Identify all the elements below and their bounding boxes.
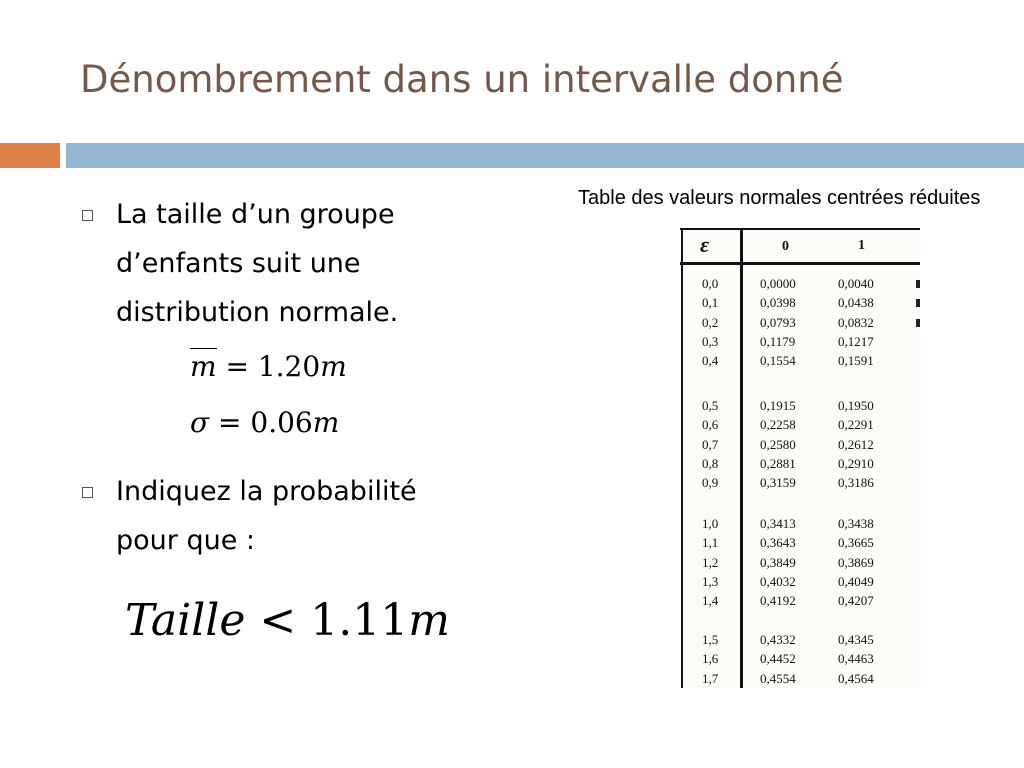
cell-col0: 0,0793: [760, 314, 796, 330]
accent-bar-orange: [0, 143, 60, 168]
table-row: [680, 437, 920, 457]
bullet-item-probability: [80, 467, 520, 565]
table-row: [680, 398, 920, 418]
cell-z: 0,1: [702, 295, 719, 311]
cell-z: 0,2: [702, 314, 719, 330]
cell-z: 1,1: [702, 535, 719, 551]
cell-col0: 0,1915: [760, 398, 796, 413]
cell-z: 1,2: [702, 554, 719, 570]
cell-col1: 0,1591: [838, 353, 874, 369]
cropped-column-edge: [916, 299, 920, 307]
cell-col1: 0,4463: [838, 651, 874, 667]
formula-condition: [125, 595, 450, 646]
formula-mean: [190, 350, 347, 383]
table-row: [680, 516, 920, 536]
cell-z: 0,0: [702, 276, 719, 291]
mean-equals: =: [225, 350, 249, 383]
square-bullet-icon: [82, 210, 93, 221]
table-row: [680, 574, 920, 594]
condition-value: 1.11: [310, 595, 409, 646]
normal-table-image: [680, 228, 920, 688]
header-col0: 0: [782, 239, 789, 254]
cell-col0: 0,3643: [760, 535, 796, 551]
cell-col1: 0,4207: [838, 593, 874, 609]
accent-bar-blue: [66, 143, 1024, 168]
bullet-text: La taille d’un groupe d’enfants suit une distribution normale.: [116, 199, 399, 328]
table-row: [680, 555, 920, 575]
cell-col0: 0,3159: [760, 475, 796, 491]
cell-z: 1,7: [702, 670, 719, 686]
cell-col0: 0,2881: [760, 455, 796, 471]
cell-col1: 0,1217: [838, 333, 874, 349]
cell-z: 1,4: [702, 593, 719, 609]
cell-col1: 0,0438: [838, 295, 874, 311]
cell-col1: 0,0040: [838, 276, 874, 291]
bullet-text: Indiquez la probabilité pour que :: [116, 476, 417, 556]
cell-col1: 0,0832: [838, 314, 874, 330]
cell-col1: 0,4564: [838, 670, 874, 686]
cell-col1: 0,2910: [838, 455, 874, 471]
header-z: ε: [700, 232, 710, 257]
cell-col0: 0,1179: [760, 333, 796, 349]
cell-col0: 0,2580: [760, 436, 796, 452]
cell-col1: 0,3869: [838, 554, 874, 570]
table-row: [680, 593, 920, 613]
cell-z: 0,5: [702, 398, 719, 413]
cropped-column-edge: [916, 319, 920, 327]
cell-col1: 0,1950: [838, 398, 874, 413]
table-row: [680, 353, 920, 373]
table-row: [680, 535, 920, 555]
cell-z: 1,3: [702, 573, 719, 589]
table-header-row: [680, 228, 920, 265]
table-row: [680, 276, 920, 296]
cell-col0: 0,4192: [760, 593, 796, 609]
cell-col0: 0,3849: [760, 554, 796, 570]
mean-unit: m: [320, 350, 347, 383]
table-row: [680, 295, 920, 315]
header-col1: 1: [858, 238, 865, 253]
cell-col0: 0,0398: [760, 295, 796, 311]
sigma-equals: =: [218, 406, 242, 439]
table-row: [680, 315, 920, 335]
sigma-unit: m: [312, 406, 340, 439]
cell-col0: 0,4452: [760, 651, 796, 667]
cell-col0: 0,4554: [760, 670, 796, 686]
cell-col1: 0,3438: [838, 516, 874, 531]
table-row: [680, 475, 920, 495]
condition-unit: m: [408, 595, 450, 646]
cell-col1: 0,4345: [838, 632, 874, 647]
condition-variable: Taille: [125, 595, 246, 646]
table-row: [680, 417, 920, 437]
cell-col1: 0,3665: [838, 535, 874, 551]
table-caption: Table des valeurs normales centrées réduites: [578, 187, 981, 209]
cell-col1: 0,3186: [838, 475, 874, 491]
cell-col0: 0,2258: [760, 417, 796, 433]
cell-col1: 0,2612: [838, 436, 874, 452]
sigma-value: 0.06: [250, 406, 313, 439]
condition-operator: <: [259, 595, 297, 646]
mean-symbol: m: [190, 350, 217, 383]
cell-z: 0,8: [702, 455, 719, 471]
bullet-item-distribution: [80, 190, 520, 337]
table-row: [680, 456, 920, 476]
slide-title: Dénombrement dans un intervalle donné: [80, 58, 844, 101]
cell-col0: 0,4032: [760, 573, 796, 589]
cell-z: 0,7: [702, 436, 719, 452]
cell-col1: 0,4049: [838, 573, 874, 589]
formula-sigma: [190, 406, 339, 439]
table-row: [680, 671, 920, 688]
cell-z: 0,9: [702, 475, 719, 491]
cell-z: 1,6: [702, 651, 719, 667]
mean-value: 1.20: [257, 350, 321, 383]
cell-col0: 0,1554: [760, 353, 796, 369]
table-row: [680, 632, 920, 652]
cell-col0: 0,4332: [760, 632, 796, 647]
table-row: [680, 334, 920, 354]
cell-col0: 0,0000: [760, 276, 796, 291]
square-bullet-icon: [82, 487, 93, 498]
cell-col0: 0,3413: [760, 516, 796, 531]
cropped-column-edge: [916, 280, 920, 288]
cell-z: 0,3: [702, 333, 719, 349]
cell-col1: 0,2291: [838, 417, 874, 433]
cell-z: 0,6: [702, 417, 719, 433]
sigma-symbol: σ: [190, 406, 210, 439]
table-row: [680, 651, 920, 671]
cell-z: 1,0: [702, 516, 719, 531]
cell-z: 0,4: [702, 353, 719, 369]
cell-z: 1,5: [702, 632, 719, 647]
